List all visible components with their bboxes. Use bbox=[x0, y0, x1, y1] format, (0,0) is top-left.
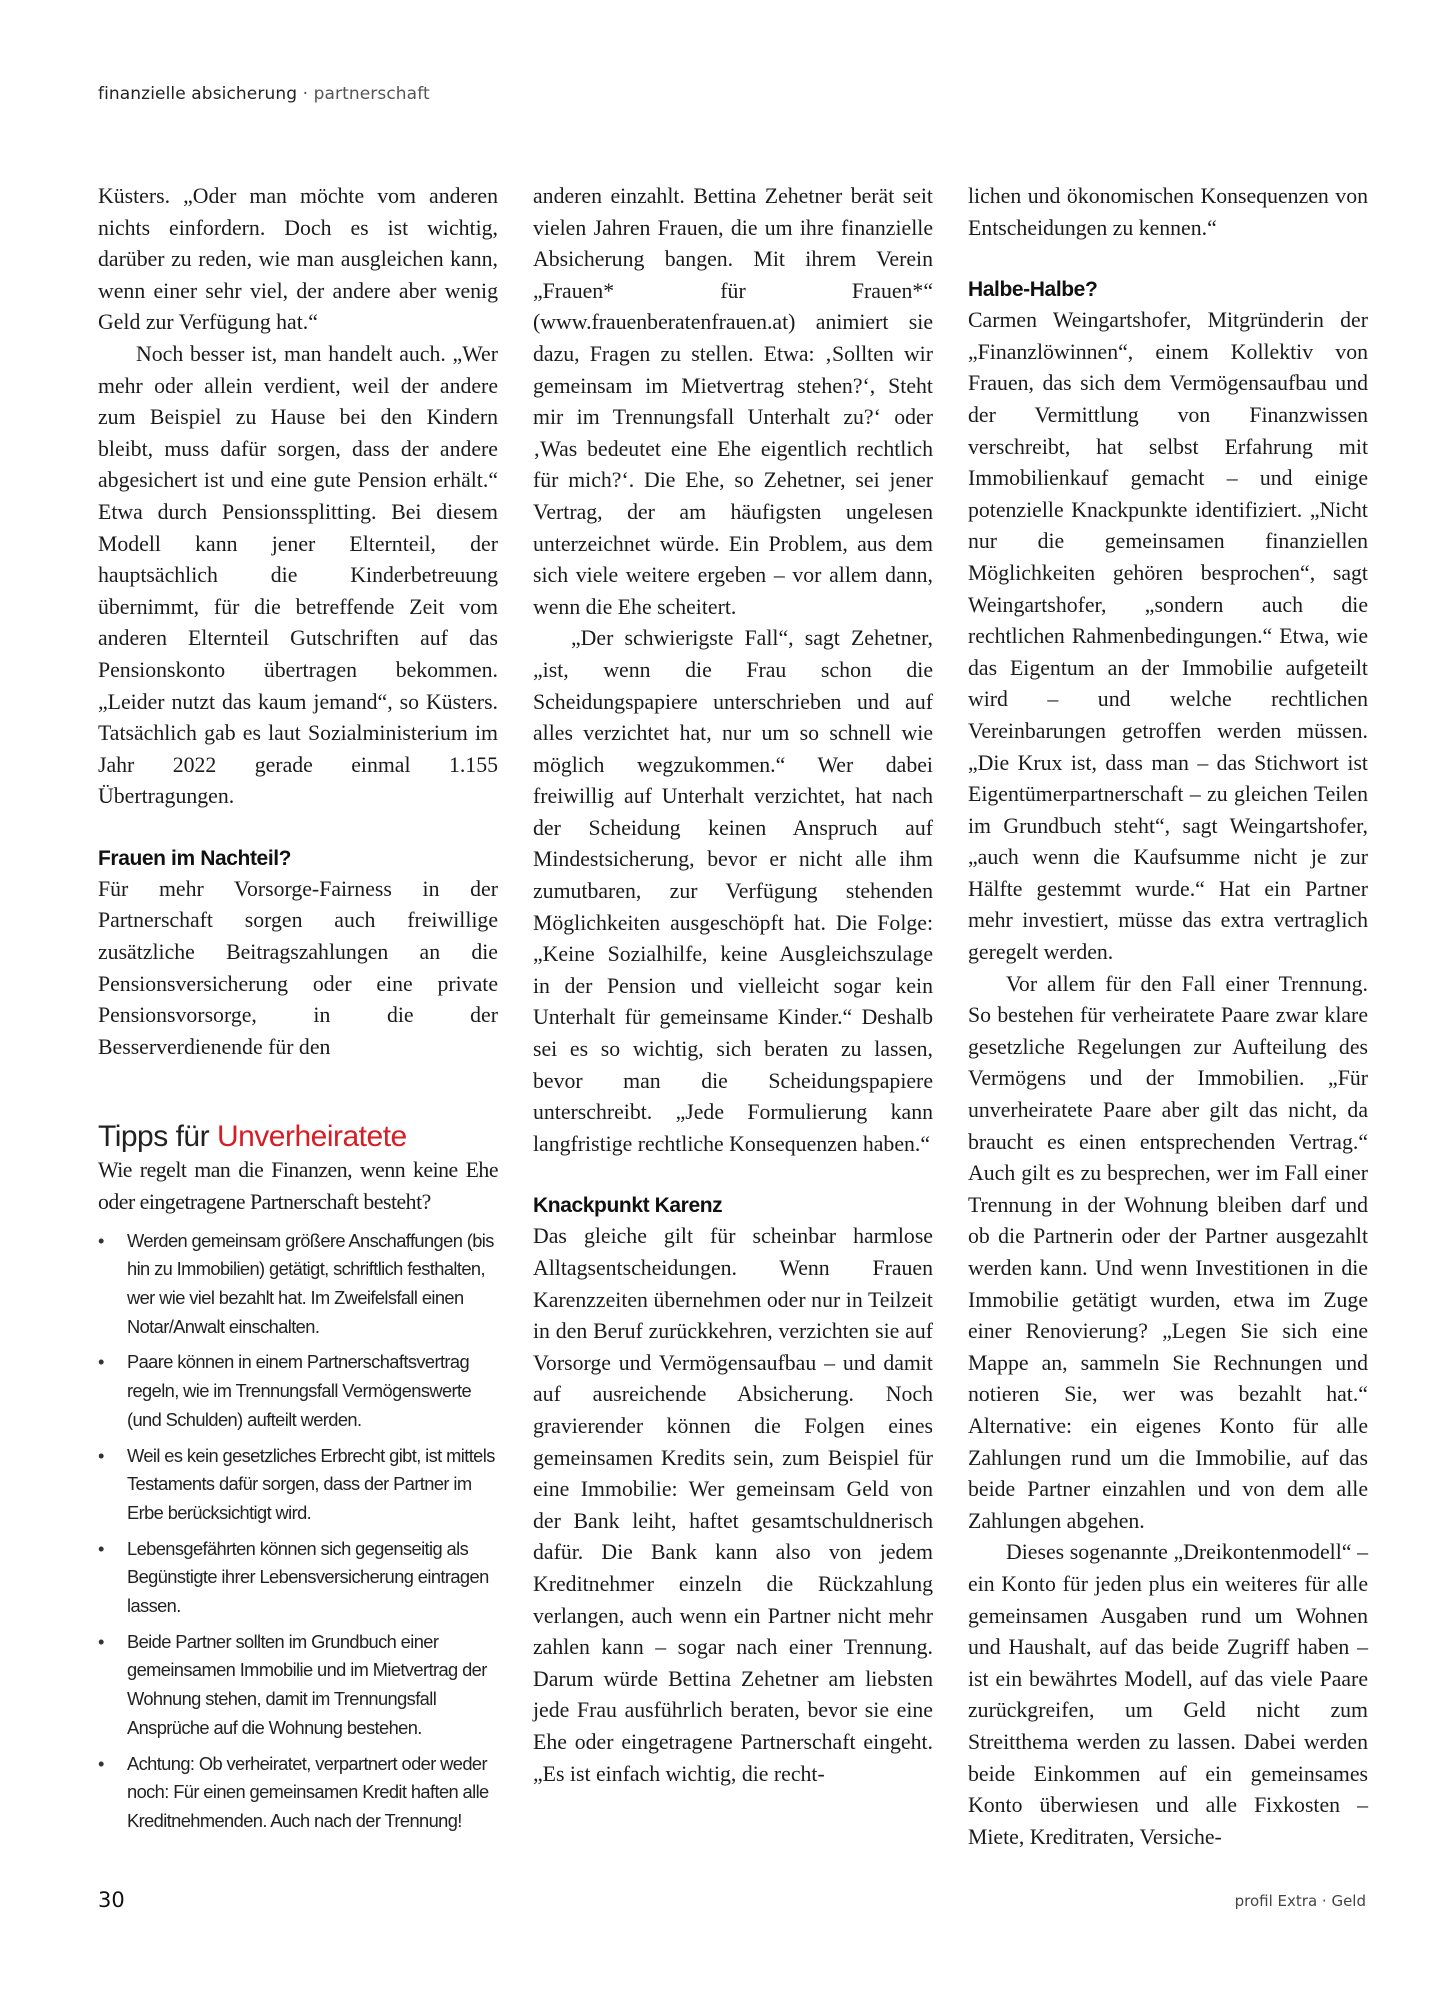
paragraph: Noch besser ist, man handelt auch. „Wer mehr oder allein verdient, weil der andere zum Beispiel zu Hause bei den Kindern bleibt, muss dafür sorgen, dass der andere abgesichert ist und eine gute Pension erhält.“ Etwa durch Pensionssplitting. Bei diesem Modell kann jener Elternteil, der hauptsächlich die Kinderbetreuung übernimmt, für die betreffende Zeit vom anderen Elternteil Gutschriften auf das Pensionskonto übertragen bekommen. „Leider nutzt das kaum jemand“, so Küsters. Tatsächlich gab es laut Sozialministerium im Jahr 2022 gerade einmal 1.155 Übertragungen. bbox=[98, 341, 498, 809]
page-number: 30 bbox=[98, 1888, 125, 1912]
running-header bbox=[98, 84, 430, 104]
paragraph: Dieses sogenannte „Dreikontenmodell“ – ein Konto für jeden plus ein weiteres für alle gemeinsamen Ausgaben rund um Wohnen und Haushalt, auf das beide Zugriff haben – ist ein bewährtes Modell, auf das viele Paare zurückgreifen, um Geld nicht zum Streitthema werden zu lassen. Dabei werden beide Einkommen auf ein gemeinsames Konto überwiesen und alle Fixkosten – Miete, Kreditraten, Versiche- bbox=[968, 1540, 1368, 1849]
header-separator: · bbox=[297, 84, 314, 104]
column-1 bbox=[98, 181, 498, 1843]
tips-box-title bbox=[98, 1119, 498, 1155]
section-heading: Frauen im Nachteil? bbox=[98, 846, 292, 870]
paragraph: Das gleiche gilt für scheinbar harmlose Alltagsentscheidungen. Wenn Frauen Karenzzeiten übernehmen oder nur in Teilzeit in den Beruf zurückkehren, verzichten sie auf Vorsorge und Vermögensaufbau – und damit auf ausreichende Absicherung. Noch gravierender können die Folgen eines gemeinsamen Kredits sein, zum Beispiel für eine Immobilie: Wer gemeinsam Geld von der Bank leiht, haftet gesamtschuldnerisch dafür. Die Bank kann also von jedem Kreditnehmer einzeln die Rückzahlung verlangen, auch wenn ein Partner nicht mehr zahlen kann – sogar nach einer Trennung. Darum würde Bettina Zehetner am liebsten jede Frau ausführlich beraten, bevor sie eine Ehe oder eingetragene Partnerschaft eingeht. „Es ist einfach wichtig, die recht- bbox=[533, 1224, 933, 1786]
paragraph: Für mehr Vorsorge-Fairness in der Partnerschaft sorgen auch freiwillige zusätzliche Beitragszahlungen an die Pensionsversicherung oder eine private Pensionsvorsorge, in die der Besserverdienende für den bbox=[98, 876, 498, 1059]
column-2 bbox=[533, 181, 933, 1790]
paragraph: Vor allem für den Fall einer Trennung. So bestehen für verheiratete Paare zwar klare gesetzliche Regelungen zur Aufteilung des Vermögens und der Immobilien. „Für unverheiratete Paare aber gilt das nicht, da braucht es einen entsprechenden Vertrag.“ Auch gilt es zu besprechen, wer im Fall einer Trennung in der Wohnung bleiben darf und ob die Partnerin oder der Partner ausgezahlt werden kann. Und wenn Investitionen in die Immobilie getätigt wurden, etwa im Zuge einer Renovierung? „Legen Sie sich eine Mappe an, sammeln Sie Rechnungen und notieren Sie, wer was bezahlt hat.“ Alternative: ein eigenes Konto für alle Zahlungen rund um die Immobilie, auf das beide Partner einzahlen und von dem alle Zahlungen abgehen. bbox=[968, 971, 1368, 1533]
section-heading: Halbe-Halbe? bbox=[968, 278, 1098, 302]
tips-title-plain: Tipps für bbox=[98, 1120, 210, 1154]
paragraph: Carmen Weingartshofer, Mitgründerin der „Finanzlöwinnen“, einem Kollektiv von Frauen, das sich dem Vermögensaufbau und der Vermittlung von Finanzwissen verschreibt, hat selbst Erfahrung mit Immobilienkauf gemacht – und einige potenzielle Knackpunkte identifiziert. „Nicht nur die gemeinsamen finanziellen Möglichkeiten gehören besprochen“, sagt Weingartshofer, „sondern auch die rechtlichen Rahmenbedingungen.“ Etwa, wie das Eigentum an der Immobilie aufgeteilt wird – und welche rechtlichen Vereinbarungen getroffen werden müssen. „Die Krux ist, dass man – das Stichwort ist Eigentümerpartnerschaft – zu gleichen Teilen im Grundbuch steht“, sagt Weingartshofer, „auch wenn die Kaufsumme nicht je zur Hälfte gestemmt wurde.“ Hat ein Partner mehr investiert, müsse das extra vertraglich geregelt werden. bbox=[968, 308, 1368, 965]
tips-box bbox=[98, 1119, 498, 1835]
paragraph: lichen und ökonomischen Konsequenzen von Entscheidungen zu kennen.“ bbox=[968, 184, 1368, 240]
column-3 bbox=[968, 181, 1368, 1853]
list-item: • Werden gemeinsam größere Anschaffungen (bis hin zu Immobilien) getätigt, schriftlich festhalten, wer wie viel bezahlt hat. Im Zweifelsfall einen Notar/Anwalt einschalten. bbox=[98, 1227, 498, 1342]
paragraph: „Der schwierigste Fall“, sagt Zehetner, „ist, wenn die Frau schon die Scheidungspapiere unterschrieben und auf alles verzichtet hat, nur um so schnell wie möglich wegzukommen.“ Wer dabei freiwillig auf Unterhalt verzichtet, hat nach der Scheidung keinen Anspruch auf Mindestsicherung, bevor er nicht alle ihm zumutbaren, zur Verfügung stehenden Möglichkeiten ausgeschöpft hat. Die Folge: „Keine Sozialhilfe, keine Ausgleichszulage in der Pension und vielleicht sogar kein Unterhalt für gemeinsame Kinder.“ Deshalb sei es so wichtig, sich beraten zu lassen, bevor man die Scheidungspapiere unterschreibt. „Jede Formulierung kann langfristige rechtliche Konsequenzen haben.“ bbox=[533, 626, 933, 1156]
list-item: • Paare können in einem Partnerschaftsvertrag regeln, wie im Trennungsfall Vermögenswerte (und Schulden) aufteilt werden. bbox=[98, 1348, 498, 1434]
section-heading: Knackpunkt Karenz bbox=[533, 1194, 723, 1218]
list-item: • Achtung: Ob verheiratet, verpartnert oder weder noch: Für einen gemeinsamen Kredit haften alle Kreditnehmenden. Auch nach der Trennung! bbox=[98, 1750, 498, 1836]
tips-box-intro: Wie regelt man die Finanzen, wenn keine Ehe oder eingetragene Partnerschaft besteht? bbox=[98, 1158, 498, 1215]
list-item: • Beide Partner sollten im Grundbuch einer gemeinsamen Immobilie und im Mietvertrag der Wohnung stehen, damit im Trennungsfall Ansprüche auf die Wohnung bestehen. bbox=[98, 1628, 498, 1743]
list-item: • Lebensgefährten können sich gegenseitig als Begünstigte ihrer Lebensversicherung eintragen lassen. bbox=[98, 1535, 498, 1621]
tips-list bbox=[98, 1227, 498, 1836]
publication-label: profil Extra · Geld bbox=[1234, 1892, 1366, 1910]
paragraph: anderen einzahlt. Bettina Zehetner berät seit vielen Jahren Frauen, die um ihre finanzielle Absicherung bangen. Mit ihrem Verein „Frauen* für Frauen*“ (www.frauenberatenfrauen.at) animiert sie dazu, Fragen zu stellen. Etwa: ‚Sollten wir gemeinsam im Mietvertrag stehen?‘, Steht mir im Trennungsfall Unterhalt zu?‘ oder ‚Was bedeutet eine Ehe eigentlich rechtlich für mich?‘. Die Ehe, so Zehetner, sei jener Vertrag, der am häufigsten ungelesen unterzeichnet würde. Ein Problem, aus dem sich viele weitere ergeben – vor allem dann, wenn die Ehe scheitert. bbox=[533, 184, 933, 619]
list-item: • Weil es kein gesetzliches Erbrecht gibt, ist mittels Testaments dafür sorgen, dass der Partner im Erbe berücksichtigt wird. bbox=[98, 1442, 498, 1528]
paragraph: Küsters. „Oder man möchte vom anderen nichts einfordern. Doch es ist wichtig, darüber zu reden, wie man ausgleichen kann, wenn einer sehr viel, der andere aber wenig Geld zur Verfügung hat.“ bbox=[98, 184, 498, 335]
section-label: finanzielle absicherung bbox=[98, 84, 298, 104]
tips-title-accent: Unverheiratete bbox=[216, 1120, 407, 1154]
subsection-label: partnerschaft bbox=[313, 84, 430, 104]
